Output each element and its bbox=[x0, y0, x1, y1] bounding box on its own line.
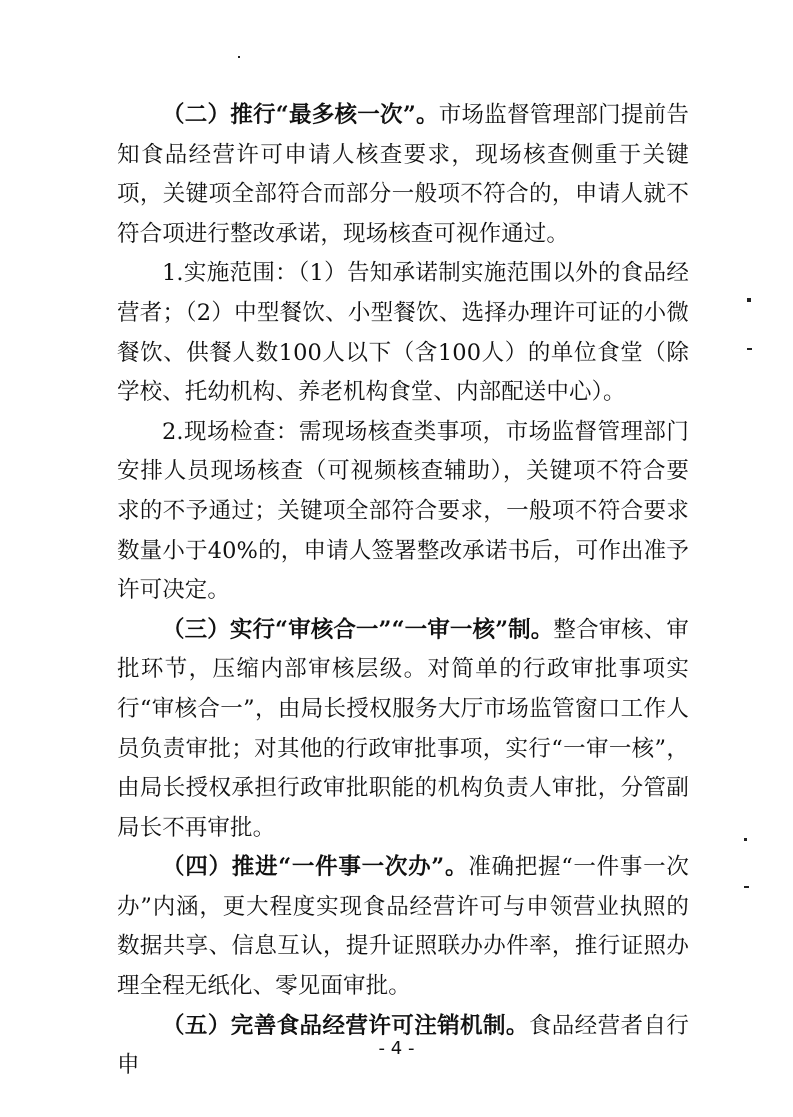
paragraph-heading: （五）完善食品经营许可注销机制。 bbox=[162, 1012, 529, 1039]
paragraph-text: 2.现场检查：需现场核查类事项，市场监督管理部门安排人员现场核查（可视频核查辅助），关键项不符合要求的不予通过；关键项全部符合要求，一般项不符合要求数量小于40%的，申请人签署整改承诺书后，可作出准予许可决定。 bbox=[117, 418, 689, 604]
scan-mark-dot bbox=[747, 298, 751, 302]
document-body bbox=[117, 96, 689, 1086]
paragraph-text: 整合审核、审批环节，压缩内部审核层级。对简单的行政审批事项实行“审核合一”，由局长授权服务大厅市场监管窗口工作人员负责审批；对其他的行政审批事项，实行“一审一核”，由局长授权承担行政审批职能的机构负责人审批，分管副局长不再审批。 bbox=[117, 616, 689, 841]
paragraph-2 bbox=[117, 96, 689, 254]
paragraph-heading: （三）实行“审核合一”“一审一核”制。 bbox=[162, 616, 554, 643]
scan-mark-dash bbox=[747, 348, 752, 350]
paragraph-heading: （二）推行“最多核一次”。 bbox=[162, 102, 439, 128]
scan-mark-dot bbox=[238, 56, 240, 58]
paragraph-text: 准确把握“一件事一次办”内涵，更大程度实现食品经营许可与申领营业执照的数据共享、信息互认，提升证照联办办件率，推行证照办理全程无纸化、零见面审批。 bbox=[117, 854, 689, 1000]
scan-mark-dash bbox=[744, 886, 749, 888]
scan-mark-dot bbox=[744, 838, 747, 841]
paragraph-text: 食品经营者自行申 bbox=[117, 1012, 689, 1079]
paragraph-text: 市场监督管理部门提前告知食品经营许可申请人核查要求，现场核查侧重于关键项，关键项全部符合而部分一般项不符合的，申请人就不符合项进行整改承诺，现场核查可视作通过。 bbox=[117, 102, 689, 247]
paragraph-4 bbox=[117, 848, 689, 1006]
paragraph-text: 1.实施范围：（1）告知承诺制实施范围以外的食品经营者；（2）中型餐饮、小型餐饮、选择办理许可证的小微餐饮、供餐人数100人以下（含100人）的单位食堂（除学校、托幼机构、养老机构食堂、内部配送中心）。 bbox=[117, 260, 689, 406]
paragraph-scope bbox=[117, 254, 689, 412]
paragraph-inspection bbox=[117, 413, 689, 611]
paragraph-heading: （四）推进“一件事一次办”。 bbox=[162, 854, 469, 881]
page-number: - 4 - bbox=[378, 1038, 415, 1059]
paragraph-3 bbox=[117, 611, 689, 849]
